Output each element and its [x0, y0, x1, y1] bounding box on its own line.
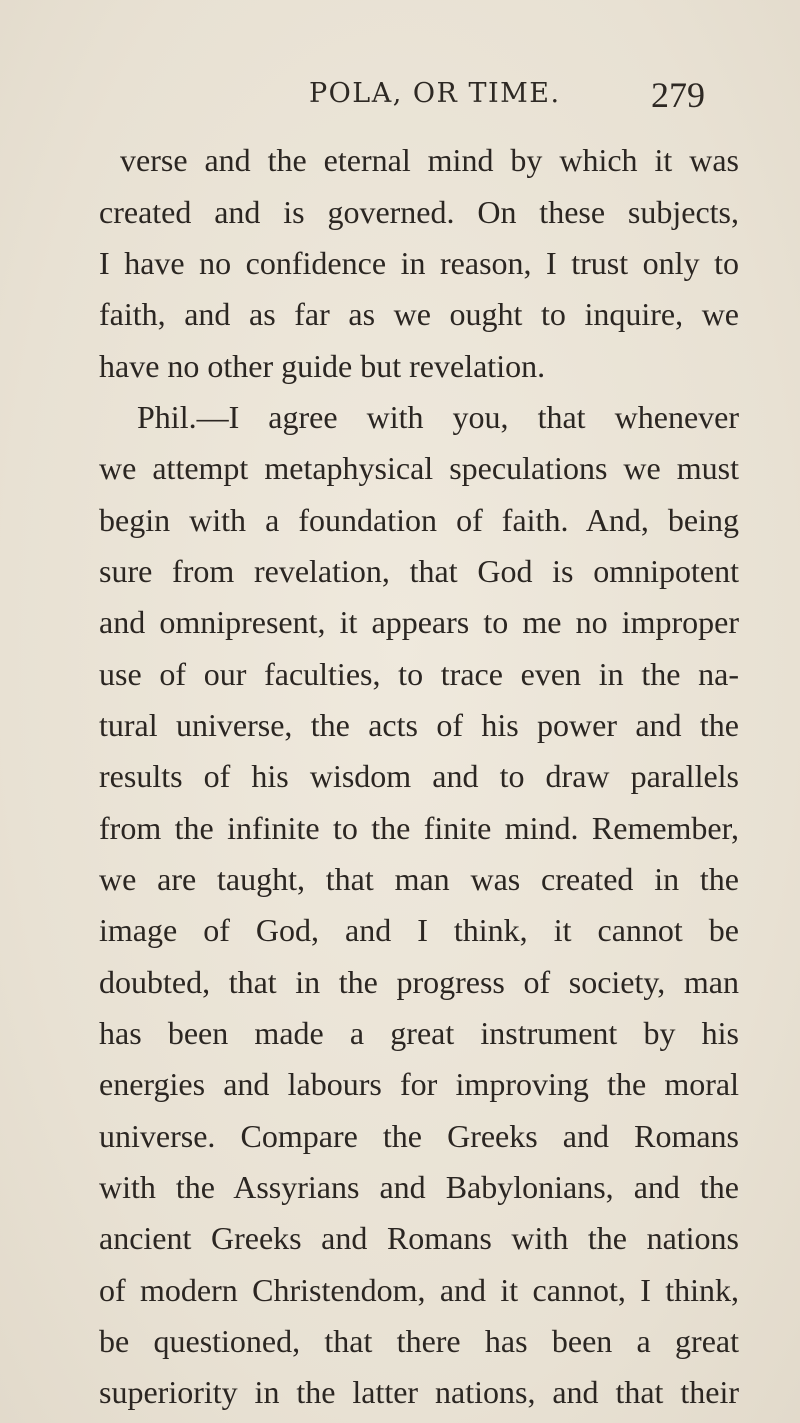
text-line: with the Assyrians and Babylonians, and the — [99, 1169, 739, 1205]
text-line: we are taught, that man was created in the — [99, 861, 739, 897]
text-line: energies and labours for improving the moral — [99, 1066, 739, 1102]
text-line: doubted, that in the progress of society, man — [99, 964, 739, 1000]
text-line: universe. Compare the Greeks and Romans — [99, 1118, 739, 1154]
text-line: image of God, and I think, it cannot be — [99, 912, 739, 948]
page-number: 279 — [651, 75, 705, 115]
text-line: have no other guide but revelation. — [99, 348, 546, 384]
text-line: faith, and as far as we ought to inquire, we — [99, 296, 739, 332]
text-line: verse and the eternal mind by which it was — [120, 142, 739, 178]
speaker-line: Phil.—I agree with you, that whenever — [137, 399, 739, 435]
text-line: begin with a foundation of faith. And, being — [99, 502, 739, 538]
text-line: sure from revelation, that God is omnipotent — [99, 553, 739, 589]
text-line: I have no confidence in reason, I trust only to — [99, 245, 739, 281]
page-header — [0, 75, 800, 118]
text-line: of modern Christendom, and it cannot, I think, — [99, 1272, 739, 1308]
text-line: we attempt metaphysical speculations we must — [99, 450, 739, 486]
text-line: be questioned, that there has been a great — [99, 1323, 739, 1359]
text-line: and omnipresent, it appears to me no improper — [99, 604, 739, 640]
running-head: POLA, OR TIME. — [309, 78, 561, 109]
text-line: tural universe, the acts of his power and the — [99, 707, 739, 743]
text-line: created and is governed. On these subjects, — [99, 194, 739, 230]
text-line: use of our faculties, to trace even in the na- — [99, 656, 739, 692]
text-line: superiority in the latter nations, and that their — [99, 1374, 739, 1410]
text-line: results of his wisdom and to draw parallels — [99, 758, 739, 794]
text-line: has been made a great instrument by his — [99, 1015, 739, 1051]
text-line: ancient Greeks and Romans with the nations — [99, 1220, 739, 1256]
text-line: from the infinite to the finite mind. Remember, — [99, 810, 739, 846]
